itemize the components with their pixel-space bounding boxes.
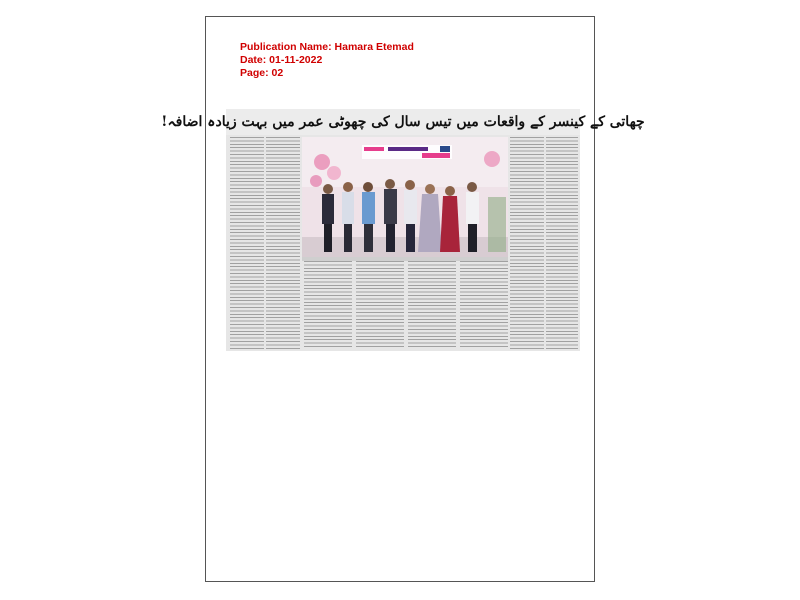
newspaper-clipping (161, 109, 645, 351)
text-column (408, 261, 456, 349)
page-number: Page: 02 (240, 67, 284, 79)
text-column (304, 261, 352, 349)
text-column (510, 137, 544, 349)
publication-date: Date: 01-11-2022 (240, 54, 323, 66)
document-page (161, 16, 645, 582)
article-headline: چھاتی کے کینسر کے واقعات میں تیس سال کی چھوٹی عمر میں بہت زیادہ اضافہ! (226, 109, 580, 135)
text-column (546, 137, 578, 349)
publication-info (240, 41, 414, 80)
text-column (230, 137, 264, 349)
text-column (460, 261, 508, 349)
text-column (356, 261, 404, 349)
photo-caption (302, 257, 508, 261)
publication-name: Publication Name: Hamara Etemad (240, 41, 414, 53)
text-column (266, 137, 300, 349)
group-photo-illustration (302, 137, 508, 257)
event-photo (302, 137, 508, 257)
article-body (226, 137, 580, 351)
